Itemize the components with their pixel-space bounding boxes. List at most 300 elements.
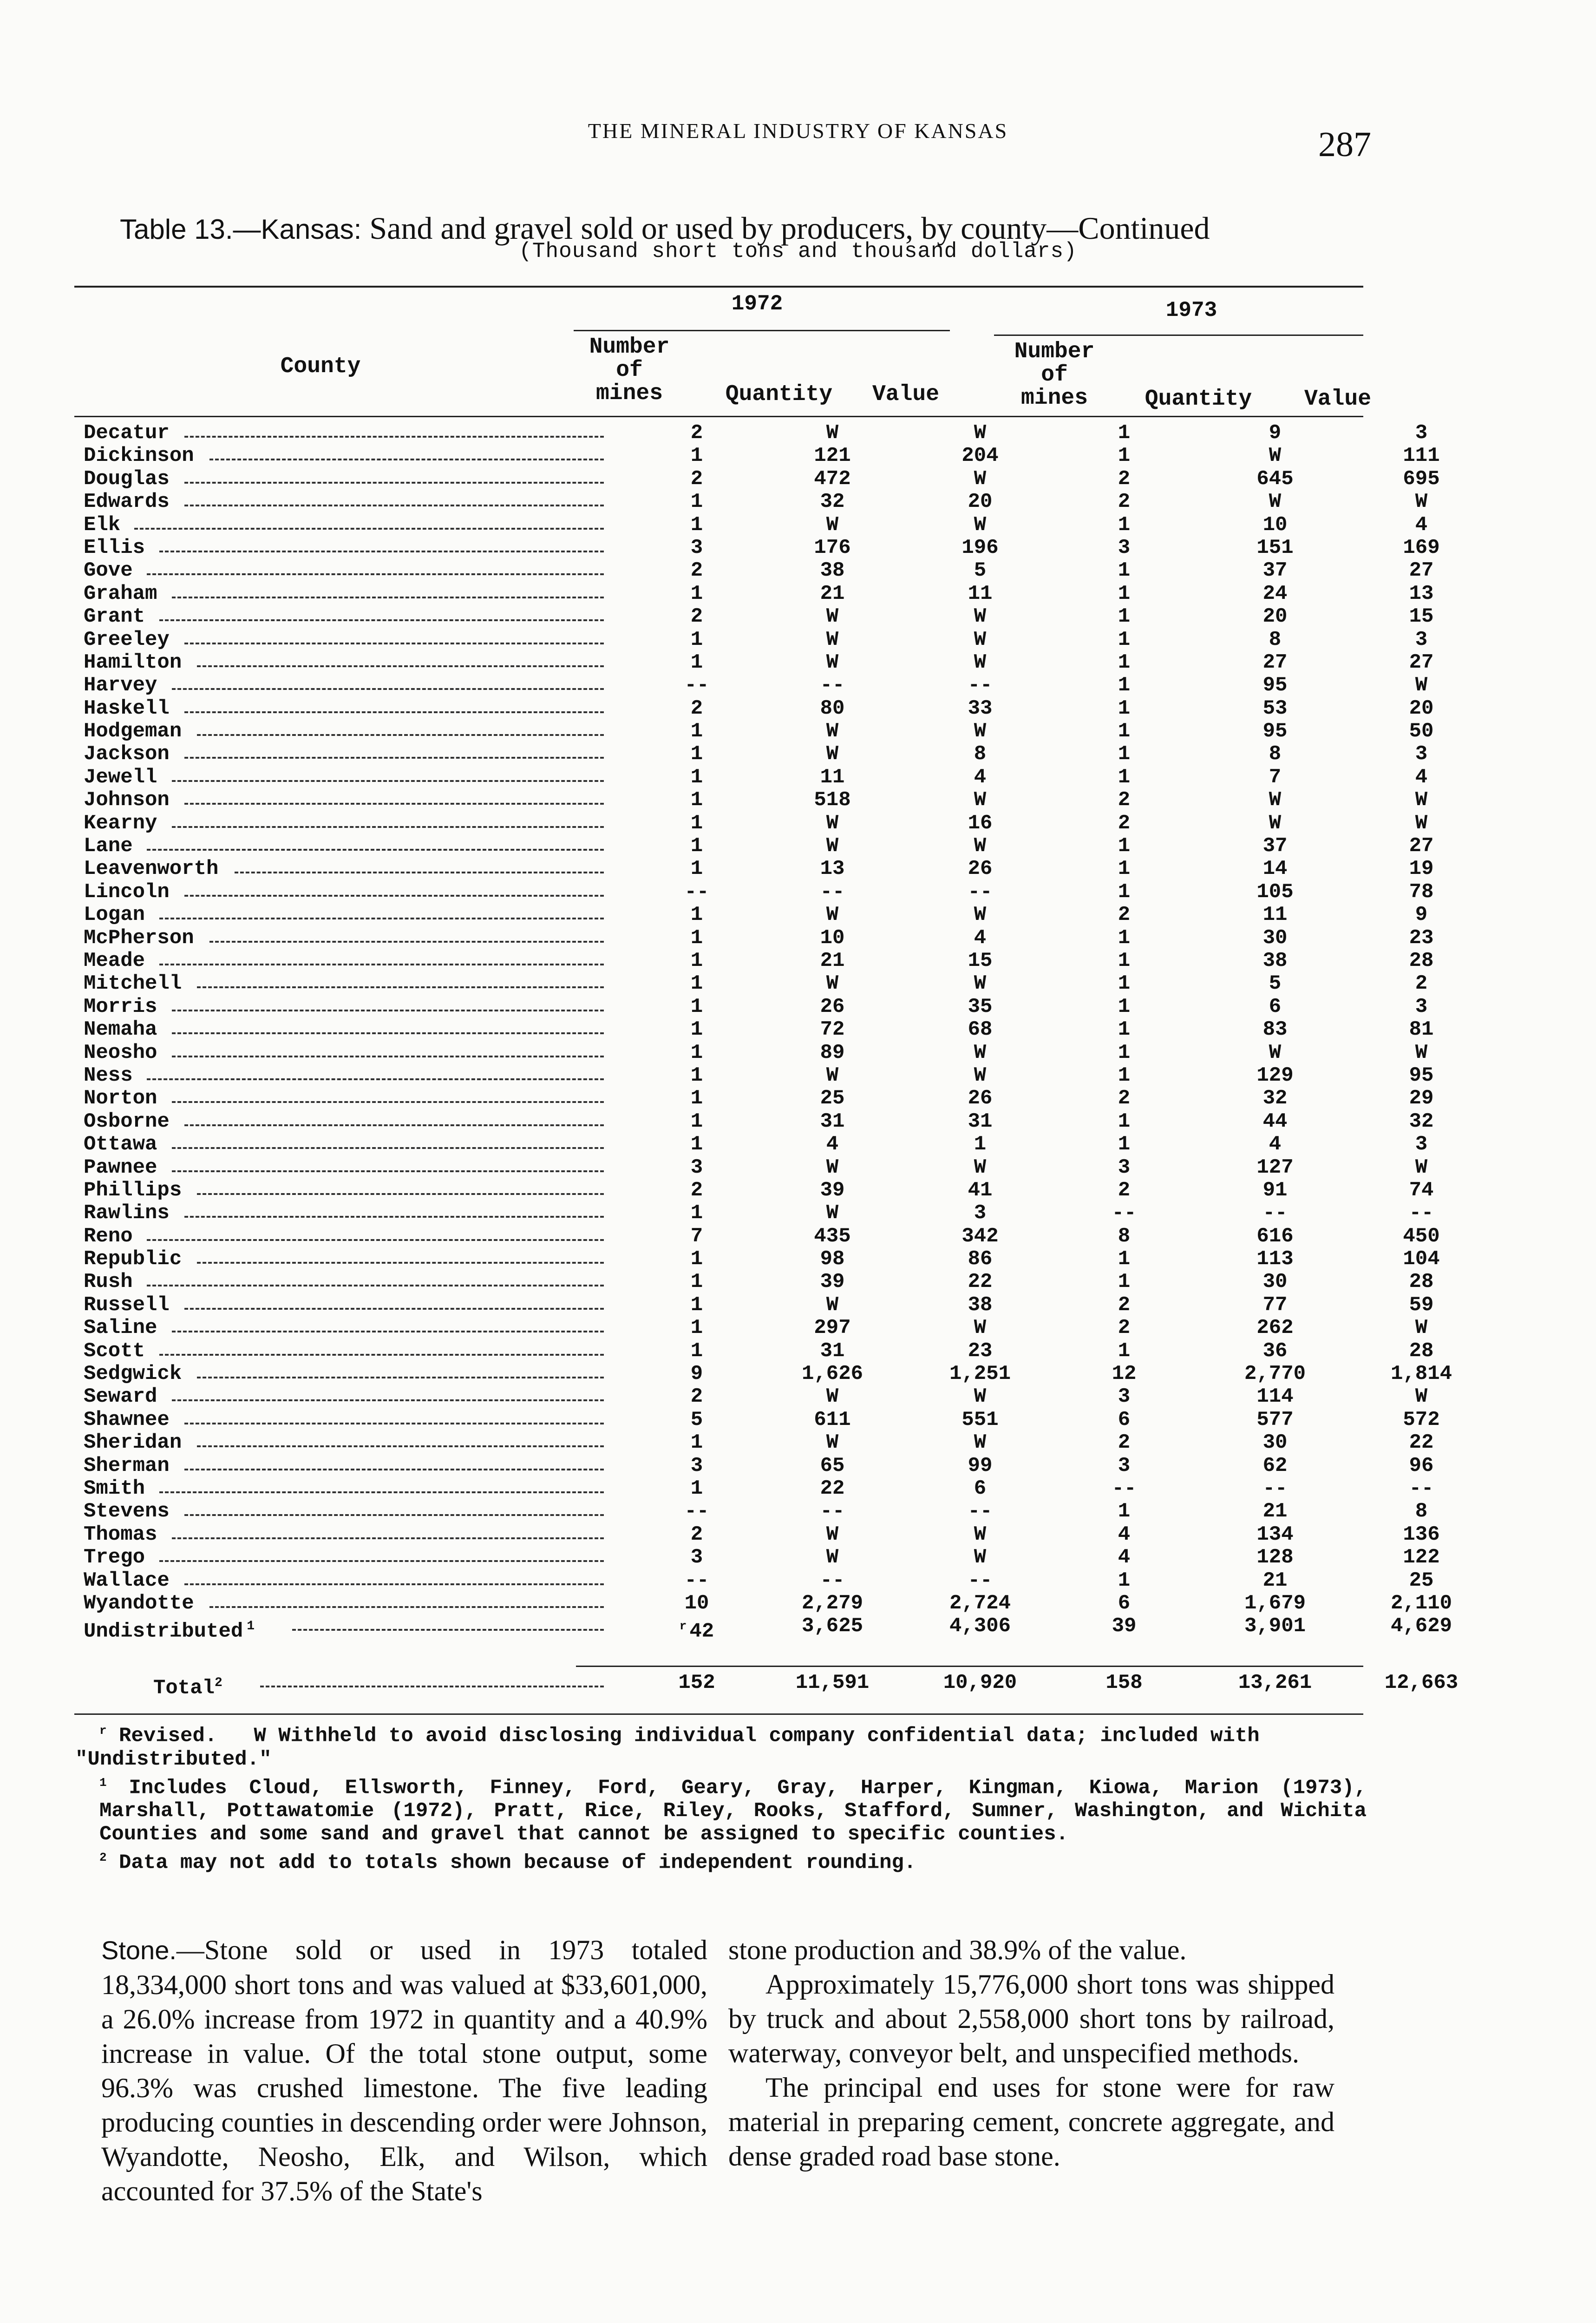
value-1973-cell: 28 <box>1409 949 1434 972</box>
dot-leader <box>209 941 604 943</box>
mines-1973-cell: 1 <box>1118 926 1131 950</box>
value-1973-cell: 2 <box>1415 972 1428 996</box>
mines-1973-cell: 1 <box>1118 1018 1131 1042</box>
running-head: THE MINERAL INDUSTRY OF KANSAS <box>588 119 1008 143</box>
value-1972-cell: W <box>974 1041 987 1064</box>
quantity-1972-cell: 10 <box>820 926 845 950</box>
value-1972-cell: W <box>974 605 987 629</box>
total-quantity-1972: 11,591 <box>795 1671 870 1694</box>
value-1972-cell: W <box>974 421 987 445</box>
mines-1972-cell: 1 <box>690 949 703 972</box>
quantity-1973-cell: 62 <box>1262 1454 1288 1477</box>
dot-leader <box>197 1193 604 1195</box>
quantity-1973-cell: 5 <box>1269 972 1282 996</box>
mines-1972-cell: 3 <box>690 1155 703 1179</box>
mines-1973-cell: -- <box>1112 1201 1137 1225</box>
dot-leader <box>172 780 604 782</box>
value-1972-cell: W <box>974 788 987 812</box>
mines-1972-cell: 2 <box>690 559 703 583</box>
value-1973-cell: 122 <box>1403 1546 1440 1569</box>
value-1973-cell: 50 <box>1409 720 1434 743</box>
quantity-1972-cell: W <box>826 811 839 835</box>
table-row <box>74 1201 1434 1225</box>
mines-1972-cell: 1 <box>690 834 703 858</box>
table-row <box>74 926 1434 950</box>
table-row <box>74 720 1434 743</box>
value-1973-cell: 3 <box>1415 628 1428 651</box>
quantity-1972-cell: 11 <box>820 765 845 789</box>
county-name: Seward <box>84 1385 157 1409</box>
quantity-1973-cell: 645 <box>1256 467 1294 491</box>
mines-1973-cell: 1 <box>1118 628 1131 651</box>
quantity-1972-cell: 39 <box>820 1270 845 1294</box>
header-mines-line3: mines <box>1020 386 1088 411</box>
quantity-1972-cell: 89 <box>820 1041 845 1064</box>
value-1972-cell: 15 <box>968 949 993 972</box>
mines-1972-cell: -- <box>684 674 709 697</box>
header-year-1972: 1972 <box>731 292 783 316</box>
table-body <box>74 421 1452 1643</box>
quantity-1973-cell: 37 <box>1262 834 1288 858</box>
quantity-1973-cell: 95 <box>1262 720 1288 743</box>
footnote-revised-mark: r <box>99 1724 107 1738</box>
value-1972-cell: W <box>974 1063 987 1087</box>
table-label: Table 13.—Kansas: <box>120 214 362 245</box>
value-1972-cell: W <box>974 650 987 674</box>
county-name: McPherson <box>84 926 194 950</box>
mines-1972-cell: 1 <box>690 1247 703 1271</box>
county-name: Scott <box>84 1339 145 1363</box>
mines-1973-cell: 1 <box>1118 857 1131 881</box>
header-quantity-1973: Quantity <box>1145 387 1252 412</box>
county-name: Decatur <box>84 421 170 445</box>
mines-1972-cell: 1 <box>690 1041 703 1064</box>
mines-1972-cell: 2 <box>690 696 703 720</box>
mines-1973-cell: 2 <box>1118 1087 1131 1110</box>
value-1972-cell: W <box>974 720 987 743</box>
quantity-1973-cell: 9 <box>1269 421 1282 445</box>
county-name: Gove <box>84 559 133 583</box>
quantity-1973-cell: -- <box>1262 1476 1288 1500</box>
quantity-1972-cell: W <box>826 720 839 743</box>
dot-leader <box>197 665 604 667</box>
quantity-1972-cell: W <box>826 650 839 674</box>
dot-leader <box>172 597 604 598</box>
table-row <box>74 1500 1428 1523</box>
quantity-1973-cell: W <box>1269 490 1282 514</box>
quantity-1973-cell: 37 <box>1262 559 1288 583</box>
table-row <box>74 1293 1434 1317</box>
mines-1973-cell: 2 <box>1118 1431 1131 1455</box>
header-mines-line2: of <box>1041 362 1068 387</box>
county-name: Rush <box>84 1270 133 1294</box>
county-name: Elk <box>84 513 121 537</box>
table-subtitle: (Thousand short tons and thousand dollars) <box>519 239 1077 263</box>
mines-1972-cell: 1 <box>690 972 703 996</box>
value-1972-cell: W <box>974 513 987 537</box>
quantity-1973-cell: W <box>1269 444 1282 468</box>
stone-heading: Stone. <box>101 1936 177 1965</box>
value-1972-cell: 1 <box>974 1133 987 1156</box>
value-1973-cell: 169 <box>1403 536 1440 559</box>
value-1972-cell: W <box>974 1522 987 1546</box>
value-1973-cell: 28 <box>1409 1339 1434 1363</box>
value-1972-cell: 3 <box>974 1201 987 1225</box>
value-1973-cell: 81 <box>1409 1018 1434 1042</box>
value-1973-cell: 3 <box>1415 742 1428 766</box>
value-1972-cell: W <box>974 834 987 858</box>
mines-1972-cell: -- <box>684 880 709 904</box>
dot-leader <box>184 643 604 644</box>
table-row <box>74 605 1434 629</box>
county-name: Undistributed $^1$ <box>84 1619 255 1643</box>
footnote-2: $^2$ Data may not add to totals shown because of independent rounding. <box>99 1851 916 1875</box>
county-name: Douglas <box>84 467 170 491</box>
mines-1972-cell: 1 <box>690 1018 703 1042</box>
quantity-1973-cell: 24 <box>1262 582 1288 605</box>
county-name: Edwards <box>84 490 170 514</box>
header-1972-rule <box>574 330 950 331</box>
value-1972-cell: 4 <box>974 926 987 950</box>
table-row <box>74 513 1428 537</box>
table-row <box>74 857 1434 881</box>
quantity-1973-cell: 3,901 <box>1244 1614 1306 1638</box>
table-row <box>74 995 1428 1018</box>
quantity-1972-cell: W <box>826 1431 839 1455</box>
total-value-1973: 12,663 <box>1384 1671 1459 1694</box>
mines-1973-cell: 1 <box>1118 605 1131 629</box>
mines-1973-cell: 1 <box>1118 1270 1131 1294</box>
county-name: Morris <box>84 995 157 1018</box>
county-name: Lane <box>84 834 133 858</box>
value-1972-cell: W <box>974 1546 987 1569</box>
value-1973-cell: 3 <box>1415 1133 1428 1156</box>
mines-1973-cell: -- <box>1112 1476 1137 1500</box>
value-1972-cell: 2,724 <box>949 1591 1011 1615</box>
table-row <box>74 421 1428 445</box>
quantity-1972-cell: 1,626 <box>801 1362 863 1386</box>
value-1972-cell: 4,306 <box>949 1614 1011 1638</box>
header-bottom-rule <box>74 416 1363 417</box>
quantity-1972-cell: 3,625 <box>801 1614 863 1638</box>
mines-1972-cell: 1 <box>690 926 703 950</box>
county-name: Logan <box>84 903 145 927</box>
table-row <box>74 949 1434 972</box>
value-1972-cell: W <box>974 1385 987 1409</box>
dot-leader <box>184 1216 604 1218</box>
mines-1973-cell: 3 <box>1118 1454 1131 1477</box>
mines-1973-cell: 12 <box>1112 1362 1137 1386</box>
dot-leader <box>184 1469 604 1470</box>
mines-1972-cell: 1 <box>690 628 703 651</box>
quantity-1972-cell: 25 <box>820 1087 845 1110</box>
dot-leader <box>184 757 604 759</box>
value-1973-cell: 28 <box>1409 1270 1434 1294</box>
value-1973-cell: W <box>1415 1155 1428 1179</box>
mines-1972-cell: 1 <box>690 1293 703 1317</box>
quantity-1973-cell: 27 <box>1262 650 1288 674</box>
quantity-1972-cell: -- <box>820 674 845 697</box>
value-1973-cell: 32 <box>1409 1109 1434 1133</box>
quantity-1972-cell: 4 <box>826 1133 839 1156</box>
county-name: Kearny <box>84 811 157 835</box>
county-name: Sedgwick <box>84 1362 182 1386</box>
mines-1973-cell: 39 <box>1112 1614 1137 1638</box>
mines-1973-cell: 1 <box>1118 696 1131 720</box>
county-name: Wyandotte <box>84 1591 194 1615</box>
quantity-1973-cell: 21 <box>1262 1500 1288 1523</box>
table-row <box>74 1270 1434 1294</box>
table-top-rule <box>74 286 1363 288</box>
mines-1972-cell: 1 <box>690 903 703 927</box>
dot-leader <box>184 895 604 897</box>
value-1973-cell: W <box>1415 1316 1428 1340</box>
mines-1972-cell: 1 <box>690 765 703 789</box>
value-1972-cell: 33 <box>968 696 993 720</box>
quantity-1972-cell: 21 <box>820 582 845 605</box>
table-row <box>74 1362 1452 1386</box>
county-name: Meade <box>84 949 145 972</box>
mines-1972-cell: 3 <box>690 1546 703 1569</box>
mines-1973-cell: 1 <box>1118 972 1131 996</box>
quantity-1972-cell: 72 <box>820 1018 845 1042</box>
county-name: Sheridan <box>84 1431 182 1455</box>
value-1973-cell: W <box>1415 1385 1428 1409</box>
dot-leader <box>172 1101 604 1103</box>
mines-1973-cell: 2 <box>1118 490 1131 514</box>
mines-1972-cell: 7 <box>690 1224 703 1248</box>
value-1972-cell: W <box>974 467 987 491</box>
quantity-1972-cell: 38 <box>820 559 845 583</box>
dot-leader <box>184 1308 604 1310</box>
table-row <box>74 1063 1434 1087</box>
quantity-1973-cell: 30 <box>1262 1270 1288 1294</box>
stone-paragraph <box>101 1933 707 2208</box>
mines-1973-cell: 2 <box>1118 1316 1131 1340</box>
county-name: Sherman <box>84 1454 170 1477</box>
value-1972-cell: 26 <box>968 857 993 881</box>
quantity-1972-cell: W <box>826 1155 839 1179</box>
table-row <box>74 1087 1434 1110</box>
mines-1972-cell: 1 <box>690 513 703 537</box>
mines-1972-cell: 1 <box>690 1270 703 1294</box>
mines-1973-cell: 2 <box>1118 811 1131 835</box>
value-1973-cell: 4 <box>1415 765 1428 789</box>
county-name: Norton <box>84 1087 157 1110</box>
dot-leader <box>184 1583 604 1585</box>
mines-1973-cell: 2 <box>1118 788 1131 812</box>
header-mines-1972 <box>574 335 685 405</box>
value-1973-cell: 15 <box>1409 605 1434 629</box>
mines-1972-cell: 2 <box>690 1178 703 1202</box>
value-1973-cell: 13 <box>1409 582 1434 605</box>
table-row <box>74 1476 1434 1500</box>
header-county: County <box>280 354 361 379</box>
dot-leader <box>197 1262 604 1264</box>
quantity-1972-cell: 22 <box>820 1476 845 1500</box>
value-1973-cell: 23 <box>1409 926 1434 950</box>
footnote-1-mark: 1 <box>99 1775 107 1790</box>
mines-1972-cell: 3 <box>690 1454 703 1477</box>
dot-leader <box>292 1629 604 1631</box>
page-number: 287 <box>1318 125 1371 164</box>
value-1972-cell: W <box>974 1155 987 1179</box>
quantity-1972-cell: W <box>826 513 839 537</box>
county-name: Graham <box>84 582 157 605</box>
footnote-2-mark: 2 <box>99 1851 107 1865</box>
mines-1973-cell: 4 <box>1118 1546 1131 1569</box>
dot-leader <box>172 1399 604 1401</box>
mines-1972-cell: 2 <box>690 421 703 445</box>
table-bottom-rule <box>74 1713 1363 1715</box>
value-1973-cell: 1,814 <box>1390 1362 1452 1386</box>
county-name: Wallace <box>84 1568 170 1592</box>
footnote-withheld-cont: "Undistributed." <box>75 1747 272 1771</box>
table-row <box>74 1247 1440 1271</box>
mines-1973-cell: 3 <box>1118 536 1131 559</box>
value-1973-cell: 20 <box>1409 696 1434 720</box>
value-1973-cell: W <box>1415 1041 1428 1064</box>
dot-leader <box>172 1056 604 1057</box>
value-1973-cell: 3 <box>1415 421 1428 445</box>
value-1972-cell: -- <box>968 880 993 904</box>
table-row <box>74 1546 1440 1569</box>
table-row <box>74 1454 1434 1477</box>
quantity-1973-cell: 95 <box>1262 674 1288 697</box>
table-row <box>74 650 1434 674</box>
header-mines-line2: of <box>616 358 643 383</box>
table-row <box>74 1224 1440 1248</box>
county-name: Ottawa <box>84 1133 157 1156</box>
dot-leader <box>197 986 604 988</box>
county-name: Hodgeman <box>84 720 182 743</box>
mines-1973-cell: 1 <box>1118 880 1131 904</box>
header-mines-line1: Number <box>1014 339 1095 364</box>
mines-1973-cell: 1 <box>1118 1500 1131 1523</box>
table-row <box>74 696 1434 720</box>
mines-1973-cell: 1 <box>1118 674 1131 697</box>
value-1972-cell: 41 <box>968 1178 993 1202</box>
county-name: Trego <box>84 1546 145 1569</box>
mines-1972-cell: 1 <box>690 490 703 514</box>
header-year-1973: 1973 <box>1165 298 1217 322</box>
dot-leader <box>209 1606 604 1608</box>
mines-1973-cell: 1 <box>1118 650 1131 674</box>
quantity-1972-cell: 2,279 <box>801 1591 863 1615</box>
dot-leader <box>209 459 604 460</box>
county-name: Lincoln <box>84 880 170 904</box>
county-name: Dickinson <box>84 444 194 468</box>
dot-leader <box>172 1032 604 1034</box>
value-1973-cell: 572 <box>1403 1408 1440 1431</box>
mines-1973-cell: 1 <box>1118 582 1131 605</box>
quantity-1973-cell: 128 <box>1256 1546 1294 1569</box>
value-1973-cell: 8 <box>1415 1500 1428 1523</box>
quantity-1973-cell: 7 <box>1269 765 1282 789</box>
quantity-1973-cell: W <box>1269 1041 1282 1064</box>
quantity-1972-cell: 80 <box>820 696 845 720</box>
quantity-1973-cell: 151 <box>1256 536 1294 559</box>
table-row <box>74 880 1434 904</box>
value-1973-cell: -- <box>1409 1476 1434 1500</box>
total-quantity-1973: 13,261 <box>1238 1671 1312 1694</box>
dot-leader <box>159 1491 604 1493</box>
mines-1973-cell: 2 <box>1118 1178 1131 1202</box>
header-mines-line3: mines <box>595 381 663 406</box>
mines-1972-cell: 1 <box>690 1133 703 1156</box>
value-1972-cell: 31 <box>968 1109 993 1133</box>
right-paragraph-2: Approximately 15,776,000 short tons was shipped by truck and about 2,558,000 short tons by railroad, waterway, conveyor belt, and unspecified methods. <box>728 1969 1334 2068</box>
county-name: Thomas <box>84 1522 157 1546</box>
dot-leader <box>235 872 604 873</box>
county-name: Smith <box>84 1476 145 1500</box>
mines-1972-cell: 10 <box>684 1591 709 1615</box>
total-value-1972: 10,920 <box>943 1671 1017 1694</box>
quantity-1972-cell: 611 <box>814 1408 851 1431</box>
mines-1972-cell: 2 <box>690 1522 703 1546</box>
quantity-1972-cell: W <box>826 903 839 927</box>
table-row <box>74 1109 1434 1133</box>
value-1972-cell: 204 <box>962 444 999 468</box>
quantity-1972-cell: 13 <box>820 857 845 881</box>
mines-1972-cell: 3 <box>690 536 703 559</box>
county-name: Republic <box>84 1247 182 1271</box>
mines-1972-cell: 2 <box>690 605 703 629</box>
mines-1972-cell: 1 <box>690 1087 703 1110</box>
mines-1972-cell: 1 <box>690 582 703 605</box>
value-1973-cell: W <box>1415 490 1428 514</box>
quantity-1973-cell: 32 <box>1262 1087 1288 1110</box>
quantity-1973-cell: -- <box>1262 1201 1288 1225</box>
mines-1973-cell: 6 <box>1118 1408 1131 1431</box>
value-1973-cell: -- <box>1409 1201 1434 1225</box>
quantity-1973-cell: 577 <box>1256 1408 1294 1431</box>
mines-1973-cell: 1 <box>1118 1247 1131 1271</box>
quantity-1973-cell: 36 <box>1262 1339 1288 1363</box>
mines-1972-cell: 1 <box>690 857 703 881</box>
total-leader <box>260 1686 604 1687</box>
mines-1973-cell: 1 <box>1118 949 1131 972</box>
county-name: Harvey <box>84 674 157 697</box>
dot-leader <box>159 1560 604 1562</box>
quantity-1973-cell: 2,770 <box>1244 1362 1306 1386</box>
dot-leader <box>184 1423 604 1424</box>
mines-1972-cell: 1 <box>690 742 703 766</box>
mines-1973-cell: 2 <box>1118 903 1131 927</box>
footnote-withheld: W Withheld to avoid disclosing individual company confidential data; included with <box>254 1724 1260 1748</box>
county-name: Hamilton <box>84 650 182 674</box>
table-row <box>74 972 1428 996</box>
table-row <box>74 742 1428 766</box>
mines-1973-cell: 1 <box>1118 1568 1131 1592</box>
table-row <box>74 1178 1434 1202</box>
value-1972-cell: 26 <box>968 1087 993 1110</box>
value-1972-cell: W <box>974 972 987 996</box>
quantity-1973-cell: 134 <box>1256 1522 1294 1546</box>
quantity-1972-cell: W <box>826 1385 839 1409</box>
dot-leader <box>172 1170 604 1172</box>
value-1973-cell: 3 <box>1415 995 1428 1018</box>
mines-1973-cell: 1 <box>1118 421 1131 445</box>
value-1972-cell: W <box>974 1431 987 1455</box>
county-name: Shawnee <box>84 1408 170 1431</box>
dot-leader <box>184 505 604 506</box>
value-1973-cell: 95 <box>1409 1063 1434 1087</box>
dot-leader <box>147 1078 604 1080</box>
table-row <box>74 788 1428 812</box>
dot-leader <box>159 918 604 919</box>
dot-leader <box>172 688 604 690</box>
